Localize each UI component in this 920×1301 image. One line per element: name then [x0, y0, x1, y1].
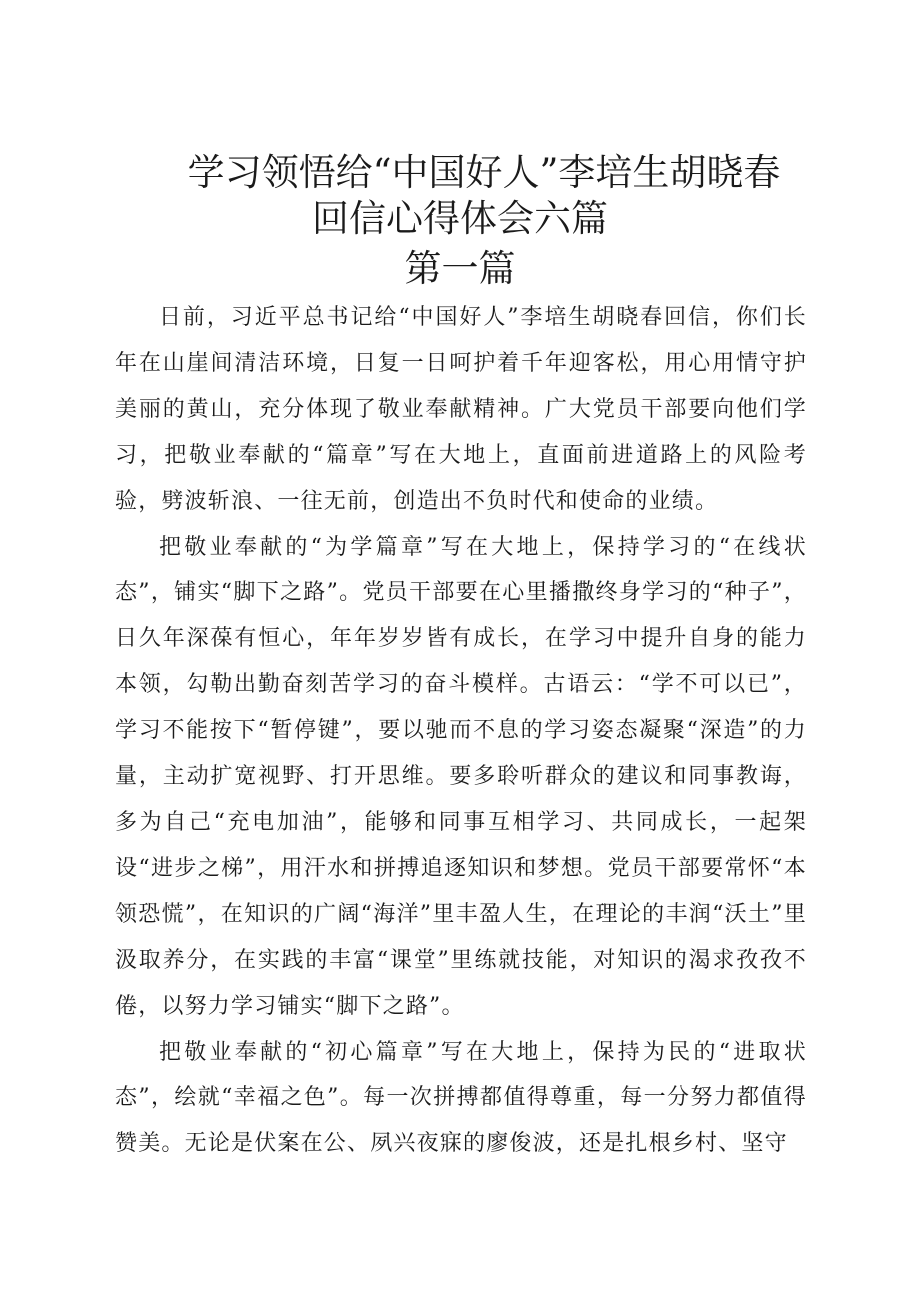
paragraph-2: 把敬业奉献的“为学篇章”写在大地上，保持学习的“在线状态”，铺实“脚下之路”。党员干部要在心里播撒终身学习的“种子”，日久年深葆有恒心，年年岁岁皆有成长，在学习中提升自身的能力本领，勾勒出勤奋刻苦学习的奋斗模样。古语云：“学不可以已”，学习不能按下“暂停键”，要以驰而不息的学习姿态凝聚“深造”的力量，主动扩宽视野、打开思维。要多聆听群众的建议和同事教诲，多为自己“充电加油”，能够和同事互相学习、共同成长，一起架设“进步之梯”，用汗水和拼搏追逐知识和梦想。党员干部要常怀“本领恐慌”，在知识的广阔“海洋”里丰盈人生，在理论的丰润“沃土”里汲取养分，在实践的丰富“课堂”里练就技能，对知识的渴求孜孜不倦，以努力学习铺实“脚下之路”。: [115, 534, 807, 1019]
document-title-line-1: 学习领悟给“中国好人”李培生胡晓春: [187, 151, 781, 194]
paragraph-3: 把敬业奉献的“初心篇章”写在大地上，保持为民的“进取状态”，绘就“幸福之色”。每一次拼搏都值得尊重，每一分努力都值得赞美。无论是伏案在公、夙兴夜寐的廖俊波，还是扎根乡村、坚守: [115, 1039, 807, 1157]
document-title-line-2: 回信心得体会六篇: [312, 197, 608, 240]
document-body: [115, 295, 807, 1167]
section-title: 第一篇: [404, 247, 516, 290]
title-block: [0, 150, 920, 294]
paragraph-1: 日前，习近平总书记给“中国好人”李培生胡晓春回信，你们长年在山崖间清洁环境，日复一日呵护着千年迎客松，用心用情守护美丽的黄山，充分体现了敬业奉献精神。广大党员干部要向他们学习，把敬业奉献的“篇章”写在大地上，直面前进道路上的风险考验，劈波斩浪、一往无前，创造出不负时代和使命的业绩。: [115, 305, 807, 514]
